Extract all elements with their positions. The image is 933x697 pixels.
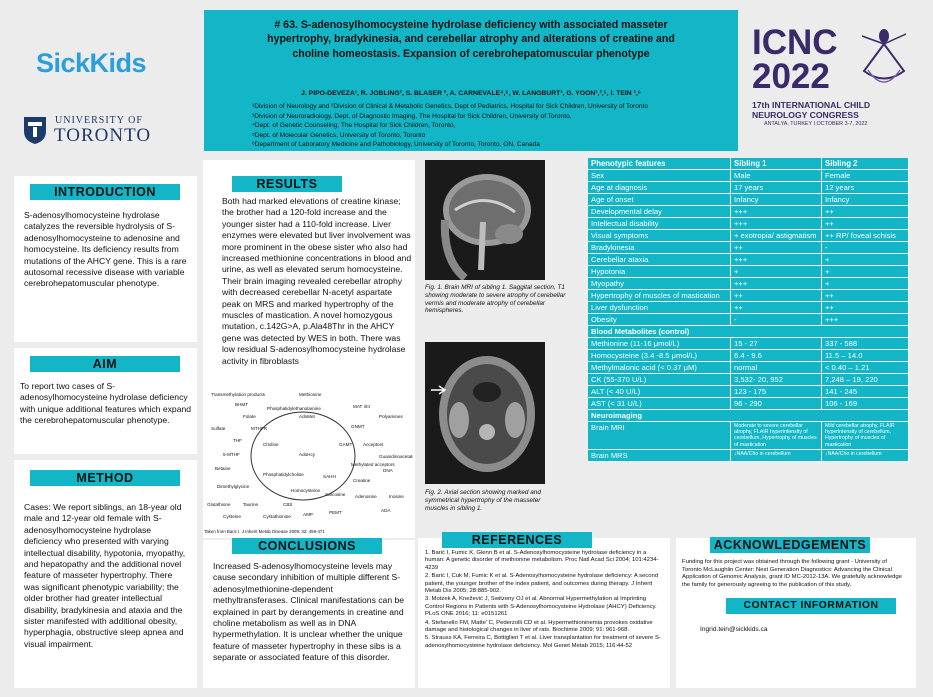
references-heading: REFERENCES bbox=[442, 532, 592, 548]
diagram-label: Methylated acceptors bbox=[351, 462, 395, 467]
sibling-1-cell: Male bbox=[731, 170, 822, 182]
icnc-logo bbox=[752, 23, 922, 146]
sibling-2-cell: ++ bbox=[822, 302, 909, 314]
sibling-1-cell: ++ bbox=[731, 302, 822, 314]
table-section-row bbox=[588, 326, 909, 338]
reference-item: 1. Barić I, Fumic K, Glenn B et al. S-Adenosylhomocysteine hydrolase deficiency in a human: A genetic disorder of methionine metabolism. Proc Natl Acad Sci 2004; 101:4234-4239 bbox=[425, 550, 659, 571]
diagram-label: THF bbox=[233, 438, 242, 443]
sickkids-logo: SickKids bbox=[36, 48, 147, 78]
sibling-2-cell: 337 - 588 bbox=[822, 338, 909, 350]
feature-cell: Hypotonia bbox=[588, 266, 731, 278]
sibling-2-cell: ↓NAA/Cho in cerebellum bbox=[822, 449, 909, 461]
affiliations bbox=[252, 102, 648, 150]
results-heading: RESULTS bbox=[232, 176, 342, 192]
sibling-2-cell: Infancy bbox=[822, 194, 909, 206]
feature-cell: ALT (< 40 U/L) bbox=[588, 386, 731, 398]
authors: J. PIPO-DEVEZA¹, R. JOBLING², S. BLASER ³, A. CARNEVALE⁴,⁵, W. LANGBURT¹, G. YOON¹,²,⁵, I. TEIN ¹,⁶ bbox=[301, 90, 641, 97]
table-row bbox=[588, 350, 909, 362]
sibling-1-cell: Infancy bbox=[731, 194, 822, 206]
diagram-label: Sulfate bbox=[211, 426, 226, 431]
diagram-label: CBS bbox=[283, 502, 293, 507]
table-row bbox=[588, 182, 909, 194]
sibling-2-cell: ++ bbox=[822, 218, 909, 230]
results-text: Both had marked elevations of creatine kinase; the brother had a 120-fold increase and the younger sister had a 110-fold increase. Liver enzymes were elevated but liver involvement was more prominent in the obese sister who also had increased methionine concentrations in blood and urine, as well as elevated serum homocysteine. Their brain imaging revealed cerebellar atrophy with decreased cerebellar N-acetyl aspartate peak on MRS and marked hypertrophy of the muscles of mastication. A novel homozygous mutation, c.142G>A, p.Ala48Thr in the AHCY gene was detected by WES in both. There was low residual S-adenosylhomocysteine hydrolase activity in fibroblasts bbox=[222, 196, 412, 366]
icnc-main-1: ICNC bbox=[752, 23, 838, 62]
table-row bbox=[588, 206, 909, 218]
title-banner bbox=[204, 10, 738, 151]
diagram-label: ADA bbox=[381, 508, 391, 513]
feature-cell: Age at diagnosis bbox=[588, 182, 731, 194]
diagram-label: Transmethylation products bbox=[211, 392, 265, 397]
sibling-1-cell: 6.4 - 9.6 bbox=[731, 350, 822, 362]
diagram-label: 5-MTHF bbox=[223, 452, 240, 457]
uoft-crest-icon bbox=[22, 115, 48, 145]
poster-title bbox=[214, 18, 728, 61]
table-section-row bbox=[588, 410, 909, 422]
uoft-logo bbox=[22, 113, 162, 153]
sibling-1-cell: +++ bbox=[731, 254, 822, 266]
table-row bbox=[588, 290, 909, 302]
table-row bbox=[588, 374, 909, 386]
table-section-label: Neuroimaging bbox=[588, 410, 909, 422]
diagram-label: Adenosine bbox=[355, 494, 377, 499]
sibling-2-cell: +++ bbox=[822, 314, 909, 326]
feature-cell: Bradykinesia bbox=[588, 242, 731, 254]
uoft-top-text: UNIVERSITY OF bbox=[55, 115, 143, 126]
sibling-2-cell: 106 - 169 bbox=[822, 398, 909, 410]
sibling-1-cell: 123 - 175 bbox=[731, 386, 822, 398]
sibling-1-cell: - bbox=[731, 314, 822, 326]
sibling-2-cell: + bbox=[822, 266, 909, 278]
aim-heading: AIM bbox=[30, 356, 180, 372]
sibling-2-cell: 141 - 245 bbox=[822, 386, 909, 398]
diagram-label: Methionine bbox=[299, 392, 322, 397]
diagram-label: Inosine bbox=[389, 494, 404, 499]
sibling-2-cell: < 0.40 – 1.21 bbox=[822, 362, 909, 374]
sibling-1-cell: 96 - 290 bbox=[731, 398, 822, 410]
sibling-1-cell: 3,532- 20, 952 bbox=[731, 374, 822, 386]
diagram-label: Guanidinoacetate bbox=[379, 454, 413, 459]
table-row bbox=[588, 422, 909, 450]
affiliation-1: ¹Division of Neurology and ²Division of Clinical & Metabolic Genetics, Dept of Pediatrics, Hospital for Sick Children, University of Toronto bbox=[252, 103, 649, 110]
reference-item: 3. Motzek A, Knežević J, Switzeny OJ et al. Abnormal Hypermethylation at Imprinting Control Regions in Patients with S-Adenosylhomocysteine Hydrolase (AHCY) Deficiency. PLoS ONE 2016; 11: e0151261 bbox=[425, 596, 657, 618]
table-row bbox=[588, 266, 909, 278]
sibling-2-cell: ++ bbox=[822, 206, 909, 218]
sibling-1-cell: ↓NAA/Cho in cerebellum bbox=[731, 449, 822, 461]
introduction-text: S-adenosylhomocysteine hydrolase catalyzes the reversible hydrolysis of S-adenosylhomocysteine to adenosine and homocysteine. Its deficiency results from mutations of the AHCY gene. This is a rare autosomal recessive disease with variable cerebrohepatomuscular phenotype. bbox=[24, 210, 187, 289]
sibling-2-cell: ++ bbox=[822, 290, 909, 302]
sibling-1-cell: 17 years bbox=[731, 182, 822, 194]
sibling-2-cell: ++ RP/ foveal schisis bbox=[822, 230, 909, 242]
feature-cell: Age of onset bbox=[588, 194, 731, 206]
table-row bbox=[588, 302, 909, 314]
reference-item: 2. Barić I, Cuk M, Fumic K et al. S-Adenosylhomocysteine hydrolase deficiency: A second patient, the younger brother of the index patient, and outcomes during therapy. J Inherit Metab Dis 2005; 28:885-902. bbox=[425, 573, 659, 595]
diagram-label: DNA bbox=[383, 468, 393, 473]
title-line-1: # 63. S-adenosylhomocysteine hydrolase deficiency with associated masseter bbox=[274, 19, 668, 31]
table-row bbox=[588, 254, 909, 266]
diagram-label: GAMT bbox=[339, 442, 353, 447]
diagram-label: Folate bbox=[243, 414, 256, 419]
diagram-label: Sarcosine bbox=[325, 492, 346, 497]
aim-text: To report two cases of S-adenosylhomocysteine hydrolase deficiency with unique additional features which expand the cerebrohepatomuscular phenotype. bbox=[20, 381, 192, 426]
sibling-2-cell: 12 years bbox=[822, 182, 909, 194]
diagram-label: Taurine bbox=[243, 502, 259, 507]
feature-cell: Intellectual disability bbox=[588, 218, 731, 230]
sibling-1-cell: +++ bbox=[731, 278, 822, 290]
affiliation-3: ⁴Dept. of Genetic Counseling, The Hospital for Sick Children, Toronto, bbox=[252, 122, 456, 130]
contact-email[interactable]: Ingrid.tein@sickkids.ca bbox=[700, 626, 768, 633]
reference-item: 5. Strauss KA, Ferreira C, Bottiglieri T et al. Liver transplantation for treatment of severe S-adenosylhomocysteine hydrolase deficiency. Mol Genet Metab 2015; 116:44-52 bbox=[425, 635, 661, 649]
diagram-label: GNMT bbox=[351, 424, 365, 429]
table-row bbox=[588, 449, 909, 461]
feature-cell: AST (< 31 U/L) bbox=[588, 398, 731, 410]
sibling-1-cell: ++ bbox=[731, 242, 822, 254]
feature-cell: Methylmalonic acid (< 0.37 μM) bbox=[588, 362, 731, 374]
diagram-label: AdoHcy bbox=[299, 452, 316, 457]
header-sibling-1: Sibling 1 bbox=[731, 158, 822, 170]
diagram-label: Polyamines bbox=[379, 414, 403, 419]
diagram-label: Choline bbox=[263, 442, 279, 447]
table-row bbox=[588, 386, 909, 398]
table-section-label: Blood Metabolites (control) bbox=[588, 326, 909, 338]
icnc-sub-2: NEUROLOGY CONGRESS bbox=[752, 110, 859, 120]
diagram-label: Cysteine bbox=[223, 514, 241, 519]
diagram-label: MTHFR bbox=[251, 426, 268, 431]
diagram-label: Phosphatidylethanolamine bbox=[267, 406, 321, 411]
table-row bbox=[588, 398, 909, 410]
header-sibling-2: Sibling 2 bbox=[822, 158, 909, 170]
sibling-1-cell: ++ bbox=[731, 290, 822, 302]
sibling-2-cell: 11.5 – 14.0 bbox=[822, 350, 909, 362]
sibling-1-cell: normal bbox=[731, 362, 822, 374]
sibling-1-cell: + bbox=[731, 266, 822, 278]
table-row bbox=[588, 194, 909, 206]
conclusions-text: Increased S-adenosylhomocysteine levels may cause secondary inhibition of multiple different S-adenosylmethionine-dependent methyltransferases. Clinical manifestations can be explained in part by derangements in creatine and choline metabolism as well as in DNA hypermethylation. It is unclear whether the unique feature of masseter hypertrophy in these sibs is a separate or associated feature of this disorder. bbox=[213, 561, 405, 663]
feature-cell: Brain MRI bbox=[588, 422, 731, 450]
sibling-1-cell: Moderate to severe cerebellar atrophy, FLAIR hyperintensity of cerebellum, Hypertrophy of muscles of mastication bbox=[731, 422, 822, 450]
table-row bbox=[588, 230, 909, 242]
table-row bbox=[588, 242, 909, 254]
feature-cell: Obesity bbox=[588, 314, 731, 326]
sibling-1-cell: +++ bbox=[731, 218, 822, 230]
uoft-bottom-text: TORONTO bbox=[54, 125, 152, 146]
header-features: Phenotypic features bbox=[588, 158, 731, 170]
diagram-label: Cystathionine bbox=[263, 514, 291, 519]
contact-heading: CONTACT INFORMATION bbox=[726, 598, 896, 614]
fig1-caption: Fig. 1. Brain MRI of sibling 1. Saggital section, T1 showing moderate to severe atrophy of cerebellar vermis and moderate atrophy of cerebellar hemispheres. bbox=[425, 284, 566, 315]
fig2-caption: Fig. 2. Axial section showing marked and symmetrical hypertrophy of the masseter muscles in sibling 1. bbox=[425, 489, 541, 512]
feature-cell: Homocysteine (3.4 -8.5 μmol/L) bbox=[588, 350, 731, 362]
introduction-heading: INTRODUCTION bbox=[30, 184, 180, 200]
affiliation-2: ³Division of Neuroradiology, Dept. of Diagnostic Imaging, The Hospital for Sick Children, University of Toronto, bbox=[252, 112, 572, 120]
references-list bbox=[425, 550, 665, 651]
sibling-2-cell: Female bbox=[822, 170, 909, 182]
sibling-2-cell: - bbox=[822, 242, 909, 254]
feature-cell: Developmental delay bbox=[588, 206, 731, 218]
diagram-label: MAT I/III bbox=[353, 404, 370, 409]
sibling-1-cell: +++ bbox=[731, 206, 822, 218]
diagram-label: Betaine bbox=[215, 466, 231, 471]
reference-item: 4. Stefanello FM, Matte' C, Pederzolli CD et al. Hypermethioninemia provokes oxidative damage and histological changes in liver of rats. Biochimie 2009; 91: 961-968. bbox=[425, 619, 653, 634]
affiliation-4: ⁵Dept. of Molecular Genetics, University of Toronto, Toronto bbox=[252, 131, 426, 139]
mri-axial-image bbox=[425, 342, 545, 484]
feature-cell: Myopathy bbox=[588, 278, 731, 290]
conclusions-heading: CONCLUSIONS bbox=[232, 538, 382, 554]
feature-cell: Cerebellar ataxia bbox=[588, 254, 731, 266]
title-line-3: choline homeostasis. Expansion of cerebrohepatomuscular phenotype bbox=[292, 47, 650, 60]
diagram-label: Phosphatidylcholine bbox=[263, 472, 304, 477]
table-header-row bbox=[588, 158, 909, 170]
acknowledgements-text: Funding for this project was obtained through the following grant - University of Toronto McLaughlin Center: Next Generation Diagnostics: Advancing the Clinical Application of Genomic Analysis, grant ID MC-2012-13A. We gratefully acknowledge the family for generously agreeing to the publication of this study. bbox=[682, 559, 902, 588]
sibling-1-cell: + exotropia/ astigmatism bbox=[731, 230, 822, 242]
table-row bbox=[588, 362, 909, 374]
sibling-2-cell: Mild cerebellar atrophy, FLAIR hyperintensity of cerebellum, Hypertrophy of muscles of mastication bbox=[822, 422, 909, 450]
table-row bbox=[588, 170, 909, 182]
table-row bbox=[588, 278, 909, 290]
icnc-main-2: 2022 bbox=[752, 57, 830, 96]
dervish-icon bbox=[854, 26, 914, 96]
diagram-label: AdoMet bbox=[299, 414, 315, 419]
feature-cell: Sex bbox=[588, 170, 731, 182]
table-row bbox=[588, 218, 909, 230]
table-row bbox=[588, 314, 909, 326]
diagram-label: Creatine bbox=[353, 478, 371, 483]
title-line-2: hypertrophy, bradykinesia, and cerebellar atrophy and alterations of creatine and bbox=[267, 33, 675, 46]
diagram-label: Dimethylglycine bbox=[217, 484, 250, 489]
acknowledgements-heading: ACKNOWLEDGEMENTS bbox=[710, 537, 870, 553]
sibling-2-cell: 7,248 – 19, 220 bbox=[822, 374, 909, 386]
feature-cell: Methionine (11-16 μmol/L) bbox=[588, 338, 731, 350]
affiliation-5: ⁶Department of Laboratory Medicine and Pathobiology, University of Toronto, Toronto, ON, Canada bbox=[252, 141, 540, 149]
methylation-cycle-diagram bbox=[203, 386, 413, 528]
sibling-2-cell: + bbox=[822, 278, 909, 290]
icnc-sub-3: ANTALYA, TURKEY I OCTOBER 3-7, 2022 bbox=[764, 121, 868, 127]
diagram-label: PEMT bbox=[329, 510, 342, 515]
mri-sagittal-image bbox=[425, 160, 545, 280]
sibling-1-cell: 15 - 27 bbox=[731, 338, 822, 350]
feature-cell: Visual symptoms bbox=[588, 230, 731, 242]
table-row bbox=[588, 338, 909, 350]
diagram-label: Glutathione bbox=[207, 502, 231, 507]
phenotype-table bbox=[588, 158, 909, 462]
method-text: Cases: We report siblings, an 18-year old male and 12-year old female with S-adenosylhomocysteine hydrolase deficiency who presented with varying intellectual disability, hypotonia, myopathy, and hepatopathy and the additional novel feature of masseter hypertrophy. There was significant phenotypic variability; the older brother had greater intellectual disability, bradykinesia and ataxia and the sister manifested with additional obesity, hyperphagia, obstructive sleep apnea and visual impairment. bbox=[24, 502, 186, 649]
diagram-label: SAHH bbox=[323, 474, 336, 479]
diagram-label: Acceptors bbox=[363, 442, 384, 447]
icnc-sub-1: 17th INTERNATIONAL CHILD bbox=[752, 100, 871, 110]
method-heading: METHOD bbox=[30, 470, 180, 486]
diagram-credit: Taken from Baric I. J Inherit Metab Disease 2009; 32: 459-471 bbox=[204, 529, 325, 534]
sibling-2-cell: + bbox=[822, 254, 909, 266]
diagram-label: Homocysteine bbox=[291, 488, 321, 493]
diagram-label: AMP bbox=[303, 512, 313, 517]
feature-cell: Liver dysfunction bbox=[588, 302, 731, 314]
diagram-label: BHMT bbox=[235, 402, 249, 407]
feature-cell: Hypertrophy of muscles of mastication bbox=[588, 290, 731, 302]
feature-cell: CK (55-370 U/L) bbox=[588, 374, 731, 386]
feature-cell: Brain MRS bbox=[588, 449, 731, 461]
